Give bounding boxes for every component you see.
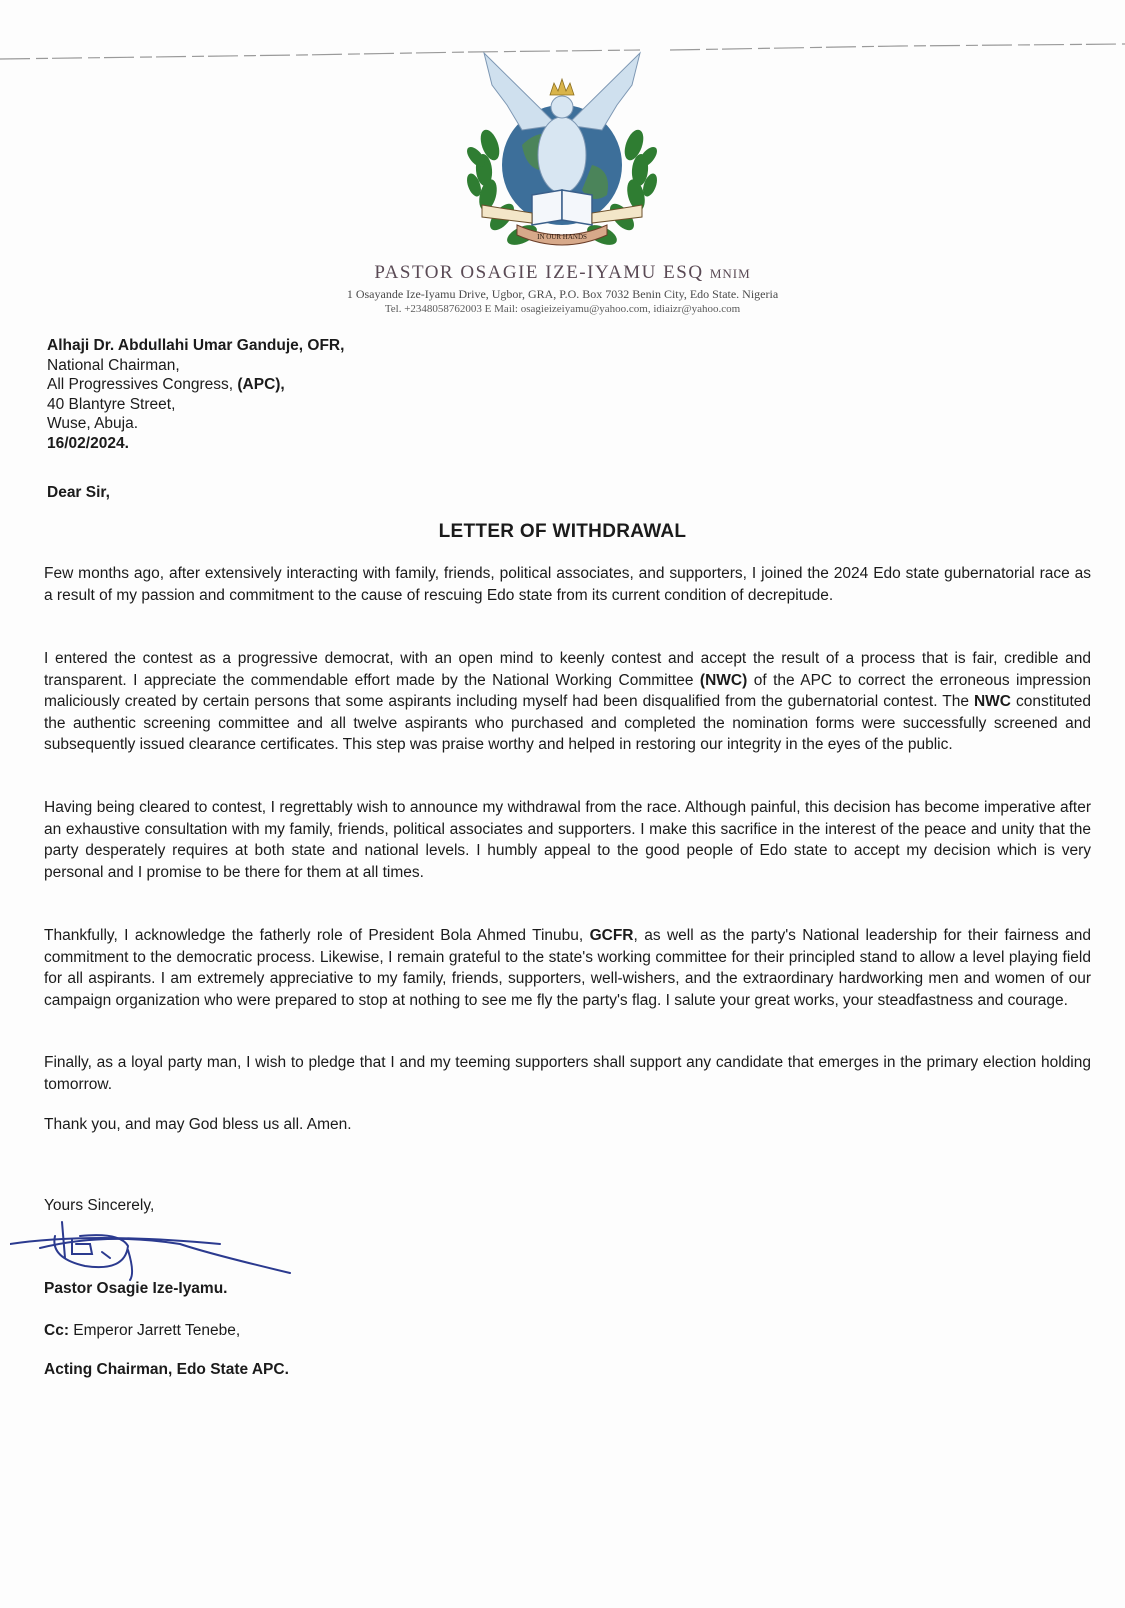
- recipient-name: Alhaji Dr. Abdullahi Umar Ganduje, OFR,: [47, 337, 345, 354]
- cc-line: [44, 1322, 240, 1340]
- recipient-city: Wuse, Abuja.: [47, 415, 139, 432]
- letterhead-name: [0, 262, 1125, 284]
- salutation: Dear Sir,: [47, 484, 110, 501]
- recipient-block: [47, 336, 344, 453]
- recipient-role: National Chairman,: [47, 356, 180, 374]
- cc-name: Emperor Jarrett Tenebe,: [68, 1322, 241, 1339]
- body-paragraph-3: Having being cleared to contest, I regrettably wish to announce my withdrawal from the race. Although painful, this decision has become imperative after an exhaustive consultation with my family, friends, political associates and supporters. I make this sacrifice in the interest of the peace and unity that the party desperately requires at both state and national levels. I humbly appeal to the good people of Edo state to accept my decision which is very personal and I promise to be there for them at all times.: [44, 799, 1091, 881]
- p2-text-e: constituted the authentic screening committee and all twelve aspirants who purchased and completed the nomination forms were successfully screened and subsequently issued clearance certificates. This step was praise worthy and helped in restoring our integrity in the eyes of the public.: [44, 693, 1091, 753]
- body-paragraph-5: Finally, as a loyal party man, I wish to pledge that I and my teeming supporters shall support any candidate that emerges in the primary election holding tomorrow.: [44, 1054, 1091, 1093]
- body-paragraph-2: [44, 648, 1091, 756]
- recipient-org-abbr: (APC),: [237, 376, 285, 393]
- p2-text-a: I entered the contest as a progressive democrat, with an open mind to keenly contest and accept the result of a process that is fair, credible and transparent. I appreciate the commendable effort made by the National Working Committee: [44, 650, 1091, 689]
- body-paragraph-1: Few months ago, after extensively interacting with family, friends, political associates, and supporters, I joined the 2024 Edo state gubernatorial race as a result of my passion and commitment to the cause of rescuing Edo state from its current condition of decrepitude.: [44, 565, 1091, 604]
- p4-text-c: , as well as the party's National leadership for their fairness and commitment to the democratic process. Likewise, I remain grateful to the state's working committee for their principled stand to allow a level playing field for all aspirants. I am extremely appreciative to my family, friends, supporters, well-wishers, and the extraordinary hardworking men and women of our campaign organization who were prepared to stop at nothing to see me fly the party's flag. I salute your great works, your steadfastness and courage.: [44, 927, 1091, 1009]
- recipient-org-text: All Progressives Congress,: [47, 376, 238, 393]
- p4-gcfr: GCFR: [589, 927, 634, 944]
- crest-logo-icon: [462, 45, 662, 255]
- cc-label: Cc:: [44, 1322, 69, 1339]
- recipient-org: [47, 375, 344, 395]
- p2-text-c: of the APC to correct the erroneous impression maliciously created by certain persons that some aspirants including myself had been disqualified from the gubernatorial contest. The: [44, 671, 1091, 710]
- p2-nwc-abbr: (NWC): [699, 671, 748, 689]
- letterhead-address: 1 Osayande Ize-Iyamu Drive, Ugbor, GRA, P.O. Box 7032 Benin City, Edo State. Nigeria: [346, 287, 779, 301]
- p2-nwc: NWC: [973, 693, 1012, 710]
- recipient-street: 40 Blantyre Street,: [47, 395, 176, 413]
- p4-text-a: Thankfully, I acknowledge the fatherly role of President Bola Ahmed Tinubu,: [44, 927, 590, 944]
- letterhead-contact: Tel. +2348058762003 E Mail: osagieizeiyamu@yahoo.com, idiaizr@yahoo.com: [384, 303, 741, 315]
- body-paragraph-4: [44, 925, 1091, 1011]
- eagle-wing-left-icon: [484, 53, 557, 130]
- cc-title: Acting Chairman, Edo State APC.: [44, 1361, 289, 1378]
- eagle-body-icon: [538, 117, 586, 193]
- body-paragraph-6: Thank you, and may God bless us all. Amen.: [44, 1116, 352, 1133]
- closing: Yours Sincerely,: [44, 1197, 155, 1214]
- crest-motto: IN OUR HANDS: [537, 233, 587, 241]
- eagle-wing-right-icon: [567, 53, 640, 130]
- letter-date: 16/02/2024.: [47, 434, 129, 452]
- letterhead-name-suffix: MNIM: [709, 266, 751, 281]
- open-book-icon: [532, 190, 592, 225]
- crown-icon: [550, 79, 574, 95]
- letterhead-name-text: PASTOR OSAGIE IZE-IYAMU ESQ: [374, 262, 704, 283]
- letter-title: LETTER OF WITHDRAWAL: [438, 521, 687, 542]
- signer-name: Pastor Osagie Ize-Iyamu.: [44, 1280, 228, 1297]
